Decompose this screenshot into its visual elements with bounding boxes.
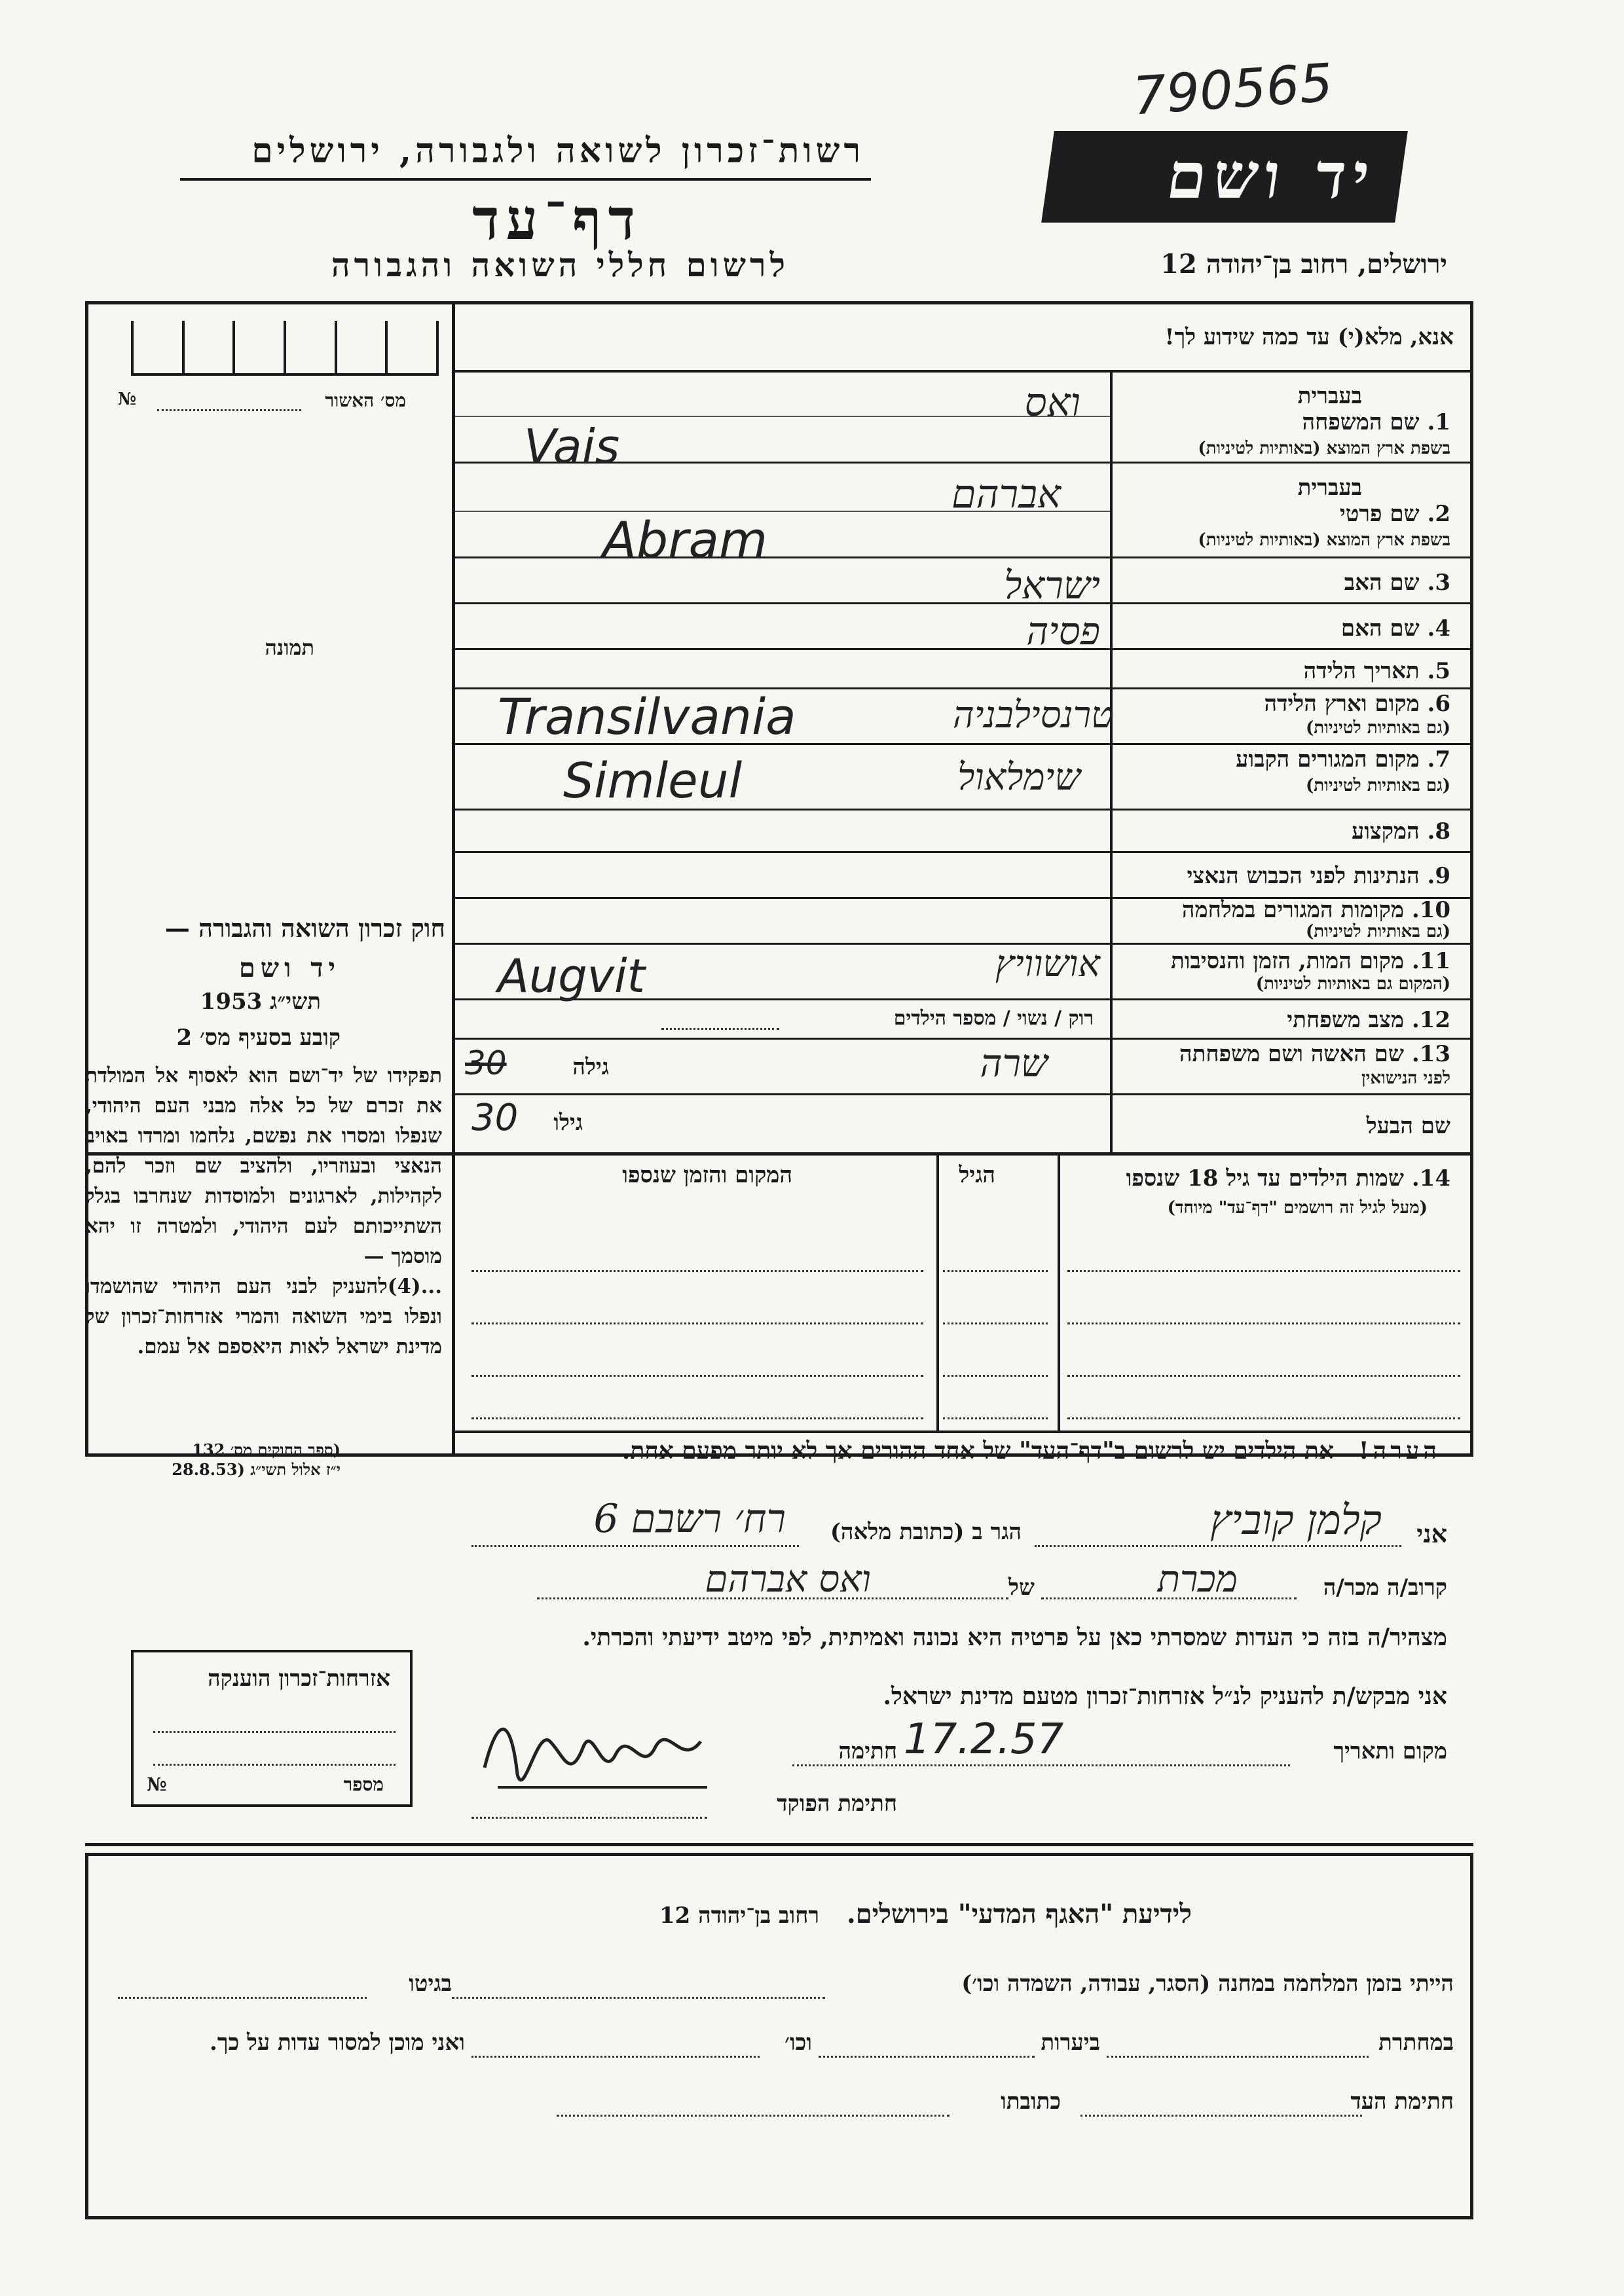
field-6-sub: (גם באותיות לטיניות): [1305, 718, 1450, 738]
field-2-lang: בעברית: [1297, 475, 1362, 501]
field-1-value-hebrew: ואס: [1024, 380, 1080, 426]
official-label: חתימת הפוקד: [777, 1791, 897, 1817]
approval-prefix: №: [118, 390, 137, 409]
law-title: חוק זכרון השואה והגבורה —: [164, 913, 445, 943]
field-7-sub: (גם באותיות לטיניות): [1305, 776, 1450, 795]
law-name: יד ושם: [238, 953, 341, 983]
header-address: ירושלים, רחוב בן־יהודה 12: [1160, 249, 1447, 280]
law-text-2: ...(4)להעניק לבני העם היהודי שהושמדו ונפלו בימי השואה והמרי אזרחות־זכרון של מדינת ישראל לאות היאספם אל עמם.: [85, 1275, 442, 1358]
field-3-value: ישראל: [1004, 563, 1100, 608]
relation-value: מכרת: [1157, 1558, 1238, 1601]
field-6-value-latin: Transilvania: [498, 687, 796, 746]
field-1-lang: בעברית: [1297, 383, 1362, 409]
field-5-label: 5. תאריך הלידה: [1303, 658, 1450, 684]
field-13-age-value: 30: [465, 1044, 507, 1082]
footer-line3-a: חתימת העד: [1350, 2088, 1454, 2115]
field-2-value-hebrew: אברהם: [951, 471, 1061, 517]
note-row: [622, 1437, 1441, 1465]
field-2-value-latin: Abram: [602, 511, 768, 569]
citizenship-box-title: אזרחות־זכרון הוענקה: [208, 1666, 390, 1692]
of-label: של: [1008, 1575, 1035, 1601]
footer-line2-end: ואני מוכן למסור עדות על כך.: [210, 2030, 465, 2056]
field-12-label: 12. מצב משפחתי: [1287, 1007, 1450, 1033]
field-1-value-latin: Vais: [524, 419, 620, 474]
footer-line3-b: כתובתו: [1001, 2088, 1061, 2115]
field-13-value: שרה: [980, 1041, 1048, 1085]
husband-label: שם הבעל: [1366, 1113, 1450, 1139]
husband-age-value: 30: [471, 1097, 519, 1139]
footer-address: רחוב בן־יהודה 12: [659, 1903, 820, 1929]
footer-line2-c: וכו׳: [784, 2030, 812, 2056]
law-text-1: תפקידו של יד־ושם הוא לאסוף אל המולדת את זכרם של כל אלה מבני העם היהודי, שנפלו ומסרו את נפשם, נלחמו ומרדו באויב הנאצי ובעוזריו, ולהציב שם וזכר להם, לקהילות, לארגונים ולמוסדות שנחרבו בגלל השתייכותם לעם היהודי, ולמטרה זו יהא מוסמך —: [85, 1064, 442, 1268]
children-label: 14. שמות הילדים עד גיל 18 שנספו: [1126, 1165, 1450, 1192]
declaration-address-value: רח׳ רשבם 6: [593, 1496, 786, 1542]
field-2-label: 2. שם פרטי: [1339, 501, 1450, 527]
field-2-sub: בשפת ארץ המוצא (באותיות לטיניות): [1198, 530, 1450, 550]
citizenship-box: [131, 1650, 413, 1807]
field-7-value-latin: Simleul: [563, 753, 743, 809]
footer-line1-text: הייתי בזמן המלחמה במחנה (הסגר, עבודה, השמדה וכו׳): [961, 1971, 1454, 1997]
place-date-label: מקום ותאריך: [1333, 1738, 1447, 1764]
field-11-value-latin: Augvit: [498, 949, 646, 1003]
law-ref: [172, 1440, 341, 1480]
declaration-i-value: קלמן קוביץ: [1210, 1496, 1382, 1544]
form-title: דף־עד: [472, 187, 642, 253]
archive-number: 790565: [1131, 52, 1335, 127]
field-11-label: 11. מקום המות, הזמן והנסיבות: [1170, 948, 1450, 974]
form-subtitle: לרשום חללי השואה והגבורה: [331, 246, 789, 284]
field-13-sub: לפני הנישואין: [1361, 1068, 1450, 1088]
children-sub: (מעל לגיל זה רושמים "דף־עד" מיוחד): [1167, 1198, 1428, 1218]
field-4-label: 4. שם האם: [1340, 615, 1450, 642]
citizenship-number-label: מספר: [343, 1774, 384, 1795]
signature-image: [471, 1689, 720, 1807]
field-6-label: 6. מקום וארץ הלידה: [1264, 691, 1450, 717]
law-year: תשי״ג 1953: [200, 989, 321, 1015]
field-11-value-hebrew: אושוויץ: [995, 943, 1100, 985]
field-6-value-hebrew: טרנסילבניה: [953, 694, 1113, 737]
footer-line2-a: במחתרת: [1378, 2030, 1454, 2056]
of-value: ואס אברהם: [705, 1558, 871, 1601]
relation-label: קרוב/ה מכר/ה: [1323, 1575, 1447, 1601]
field-12-options: רוק / נשוי / מספר הילדים: [893, 1007, 1094, 1030]
field-9-label: 9. הנתינות לפני הכבוש הנאצי: [1187, 863, 1450, 889]
footer-title-row: [659, 1899, 1192, 1929]
note-text: את הילדים יש לרשום ב"דף־העד" של אחד ההורים אך לא יותר מפעם אחת.: [621, 1437, 1335, 1465]
footer-line2-b: ביערות: [1041, 2030, 1100, 2056]
field-7-label: 7. מקום המגורים הקבוע: [1236, 746, 1450, 773]
children-col-age: הגיל: [959, 1162, 995, 1188]
law-ref-1: (ספר החוקים מס׳ 132: [192, 1440, 341, 1459]
field-13-age-label: גילה: [572, 1054, 609, 1080]
footer-line1-end: בגיטו: [409, 1971, 452, 1997]
field-13-label: 13. שם האשה ושם משפחתה: [1179, 1041, 1450, 1067]
law-ref-2: י״ז אלול תשי״ג (28.8.53: [172, 1460, 341, 1479]
photo-label: תמונה: [265, 635, 314, 660]
children-col-place: המקום והזמן שנספו: [622, 1162, 792, 1188]
law-text: [85, 1061, 442, 1362]
approval-label: מס׳ האשור: [325, 390, 406, 411]
declaration-statement: מצהיר/ה בזה כי העדות שמסרתי כאן על פרטיה היא נכונה ואמיתית, לפי מיטב ידיעתי והכרתי.: [582, 1624, 1447, 1651]
citizenship-number-prefix: №: [147, 1774, 167, 1795]
husband-age-label: גילו: [553, 1110, 583, 1136]
instruction-text: אנא, מלא(י) עד כמה שידוע לך!: [1164, 324, 1454, 350]
note-label: הערה!: [1358, 1437, 1441, 1465]
footer-line1: [961, 1971, 1454, 1997]
signature-label: חתימה: [838, 1738, 897, 1764]
field-10-label: 10. מקומות המגורים במלחמה: [1181, 897, 1450, 923]
place-date-value: 17.2.57: [904, 1715, 1064, 1764]
field-1-sub: בשפת ארץ המוצא (באותיות לטיניות): [1198, 439, 1450, 458]
declaration-address-label: הגר ב (כתובת מלאה): [830, 1519, 1022, 1545]
approval-boxes: [131, 321, 439, 376]
declaration-i-label: אני: [1416, 1519, 1447, 1548]
declaration-request: אני מבקש/ת להעניק לנ״ל אזרחות־זכרון מטעם מדינת ישראל.: [883, 1683, 1447, 1710]
law-clause: קובע בסעיף מס׳ 2: [176, 1025, 341, 1051]
field-4-value: פסיה: [1026, 609, 1100, 653]
field-11-sub: (המקום גם באותיות לטיניות): [1255, 974, 1450, 994]
logo-text: יד ושם: [1162, 139, 1381, 213]
field-7-value-hebrew: שימלאול: [957, 756, 1080, 799]
field-10-sub: (גם באותיות לטיניות): [1305, 922, 1450, 941]
footer-title: לידיעת "האגף המדעי" בירושלים.: [846, 1899, 1192, 1929]
yad-vashem-logo: [1041, 131, 1408, 223]
authority-name: רשות־זכרון לשואה ולגבורה, ירושלים: [251, 131, 864, 171]
field-1-label: 1. שם המשפחה: [1302, 409, 1450, 435]
field-8-label: 8. המקצוע: [1351, 818, 1450, 845]
field-3-label: 3. שם האב: [1344, 570, 1450, 596]
